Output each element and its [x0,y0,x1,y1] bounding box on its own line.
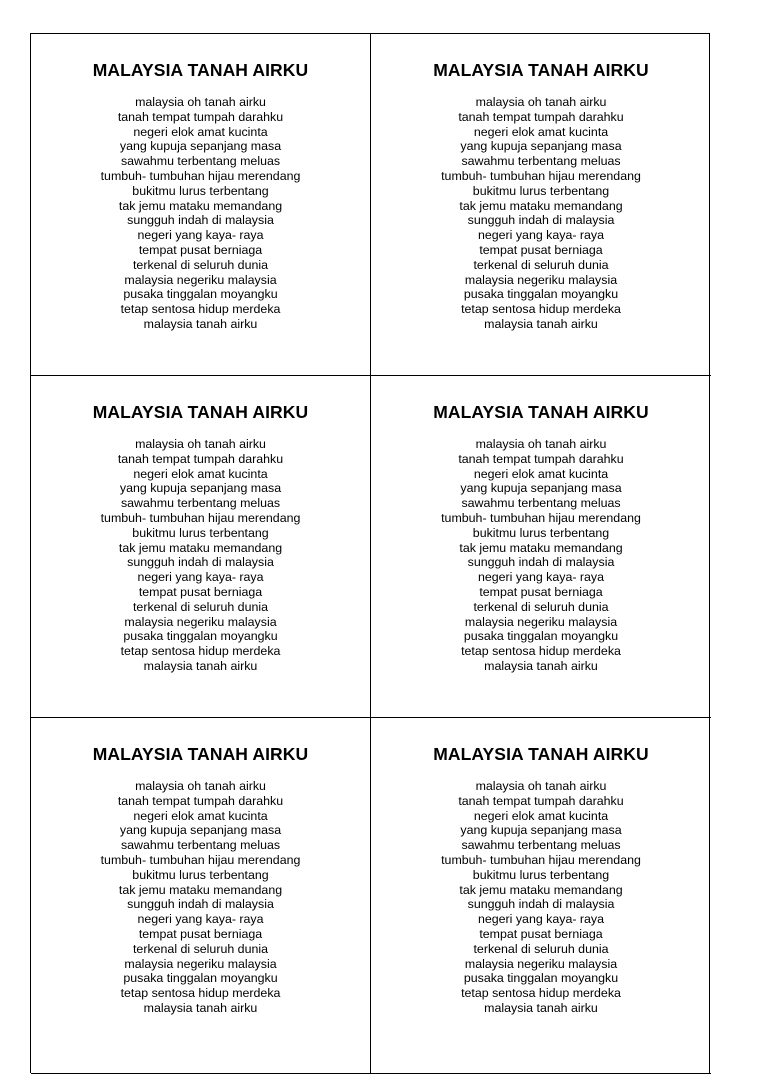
lyric-line: terkenal di seluruh dunia [473,599,609,614]
lyric-line: pusaka tinggalan moyangku [123,971,278,986]
lyric-line: tanah tempat tumpah darahku [117,793,284,808]
lyric-line: terkenal di seluruh dunia [132,599,268,614]
lyric-line: tak jemu mataku memandang [118,198,283,213]
lyrics-block [371,437,711,674]
lyric-line: tak jemu mataku memandang [118,882,283,897]
lyric-line: pusaka tinggalan moyangku [463,287,619,302]
lyric-line: negeri elok amat kucinta [473,466,609,481]
lyric-line: negeri elok amat kucinta [133,466,268,481]
lyric-line: bukitmu lurus terbentang [132,525,269,540]
lyric-line: malaysia negeriku malaysia [464,272,618,287]
lyric-line: yang kupuja sepanjang masa [119,481,282,496]
lyric-line: negeri elok amat kucinta [133,124,268,139]
lyric-line: tanah tempat tumpah darahku [458,793,624,808]
lyric-line: negeri yang kaya- raya [137,228,264,243]
lyric-line: sawahmu terbentang meluas [120,838,281,853]
lyric-line: malaysia tanah airku [484,658,598,673]
lyric-line: tempat pusat berniaga [138,242,263,257]
lyric-line: negeri yang kaya- raya [477,912,605,927]
lyric-line: sawahmu terbentang meluas [461,154,621,169]
lyric-line: malaysia negeriku malaysia [464,956,618,971]
lyric-line: tak jemu mataku memandang [459,540,623,555]
lyric-line: negeri yang kaya- raya [477,228,605,243]
lyric-line: tanah tempat tumpah darahku [117,451,284,466]
lyric-line: yang kupuja sepanjang masa [460,139,622,154]
lyric-line: tempat pusat berniaga [479,926,603,941]
lyric-line: pusaka tinggalan moyangku [123,287,278,302]
lyric-line: tumbuh- tumbuhan hijau merendang [441,852,641,867]
lyric-line: malaysia oh tanah airku [135,95,266,109]
lyric-line: terkenal di seluruh dunia [473,941,609,956]
lyric-line: sungguh indah di malaysia [127,555,274,570]
lyric-line: yang kupuja sepanjang masa [119,139,282,154]
lyric-line: sawahmu terbentang meluas [120,154,281,169]
lyric-line: negeri elok amat kucinta [473,808,609,823]
lyric-line: malaysia negeriku malaysia [124,614,277,629]
lyrics-sheet [30,33,710,1073]
lyrics-block [31,95,370,332]
lyric-line: tumbuh- tumbuhan hijau merendang [441,168,641,183]
lyric-line: malaysia negeriku malaysia [124,956,277,971]
lyric-line: malaysia tanah airku [143,316,258,331]
lyric-line: pusaka tinggalan moyangku [463,971,619,986]
lyric-line: malaysia negeriku malaysia [464,614,618,629]
lyric-line: pusaka tinggalan moyangku [123,629,278,644]
lyric-line: malaysia negeriku malaysia [124,272,277,287]
lyric-line: bukitmu lurus terbentang [132,867,269,882]
lyric-line: malaysia tanah airku [143,658,258,673]
lyric-line: terkenal di seluruh dunia [132,941,268,956]
lyric-line: sawahmu terbentang meluas [120,496,281,511]
lyric-line: tumbuh- tumbuhan hijau merendang [100,168,301,183]
lyrics-block [31,779,370,1016]
lyric-line: negeri yang kaya- raya [137,570,264,585]
lyric-line: negeri yang kaya- raya [477,570,605,585]
lyrics-block [371,95,711,332]
lyric-line: sawahmu terbentang meluas [461,838,621,853]
lyric-line: tak jemu mataku memandang [459,882,623,897]
lyric-line: malaysia oh tanah airku [135,779,266,793]
lyric-line: malaysia oh tanah airku [135,437,266,451]
lyric-line: negeri yang kaya- raya [137,912,264,927]
lyric-line: tetap sentosa hidup merdeka [461,986,621,1001]
lyric-line: tempat pusat berniaga [138,584,263,599]
lyric-line: sungguh indah di malaysia [467,897,615,912]
lyric-line: malaysia tanah airku [484,316,598,331]
lyric-line: tempat pusat berniaga [138,926,263,941]
lyric-card [371,376,711,718]
lyric-line: malaysia tanah airku [143,1000,258,1015]
lyric-line: yang kupuja sepanjang masa [460,481,622,496]
lyric-line: terkenal di seluruh dunia [132,257,268,272]
lyric-line: tetap sentosa hidup merdeka [120,986,281,1001]
lyric-line: tetap sentosa hidup merdeka [461,302,621,317]
lyric-line: tetap sentosa hidup merdeka [120,302,281,317]
lyric-line: tempat pusat berniaga [479,242,603,257]
lyric-line: sungguh indah di malaysia [467,213,615,228]
lyric-line: pusaka tinggalan moyangku [463,629,619,644]
lyric-line: tumbuh- tumbuhan hijau merendang [441,510,641,525]
lyric-line: tak jemu mataku memandang [118,540,283,555]
lyric-card [31,376,371,718]
lyric-line: bukitmu lurus terbentang [132,183,269,198]
lyrics-block [31,437,370,674]
lyric-line: terkenal di seluruh dunia [473,257,609,272]
lyric-card [31,718,371,1074]
lyric-line: yang kupuja sepanjang masa [119,823,282,838]
card-title: MALAYSIA TANAH AIRKU [92,744,309,764]
card-title: MALAYSIA TANAH AIRKU [92,402,309,422]
lyric-line: tumbuh- tumbuhan hijau merendang [100,852,301,867]
lyric-line: tak jemu mataku memandang [459,198,623,213]
lyric-line: sungguh indah di malaysia [127,897,274,912]
lyric-line: malaysia oh tanah airku [475,437,607,451]
lyrics-block [371,779,711,1016]
lyric-line: negeri elok amat kucinta [473,124,609,139]
lyric-line: tanah tempat tumpah darahku [458,109,624,124]
lyric-line: tetap sentosa hidup merdeka [461,644,621,659]
lyric-line: tempat pusat berniaga [479,584,603,599]
lyric-line: sungguh indah di malaysia [467,555,615,570]
lyric-line: tanah tempat tumpah darahku [117,109,284,124]
lyric-line: tanah tempat tumpah darahku [458,451,624,466]
lyric-line: yang kupuja sepanjang masa [460,823,622,838]
lyric-line: malaysia oh tanah airku [475,779,607,793]
card-title: MALAYSIA TANAH AIRKU [92,60,309,80]
card-title: MALAYSIA TANAH AIRKU [433,402,649,422]
lyric-card [31,34,371,376]
card-title: MALAYSIA TANAH AIRKU [433,744,649,764]
lyric-line: bukitmu lurus terbentang [472,183,610,198]
lyric-card [371,718,711,1074]
lyric-line: sungguh indah di malaysia [127,213,274,228]
lyric-line: bukitmu lurus terbentang [472,525,610,540]
lyric-line: sawahmu terbentang meluas [461,496,621,511]
lyric-line: tetap sentosa hidup merdeka [120,644,281,659]
lyric-line: negeri elok amat kucinta [133,808,268,823]
lyric-line: bukitmu lurus terbentang [472,867,610,882]
card-title: MALAYSIA TANAH AIRKU [433,60,649,80]
lyric-line: malaysia oh tanah airku [475,95,607,109]
lyric-line: tumbuh- tumbuhan hijau merendang [100,510,301,525]
lyric-card [371,34,711,376]
lyric-line: malaysia tanah airku [484,1000,598,1015]
